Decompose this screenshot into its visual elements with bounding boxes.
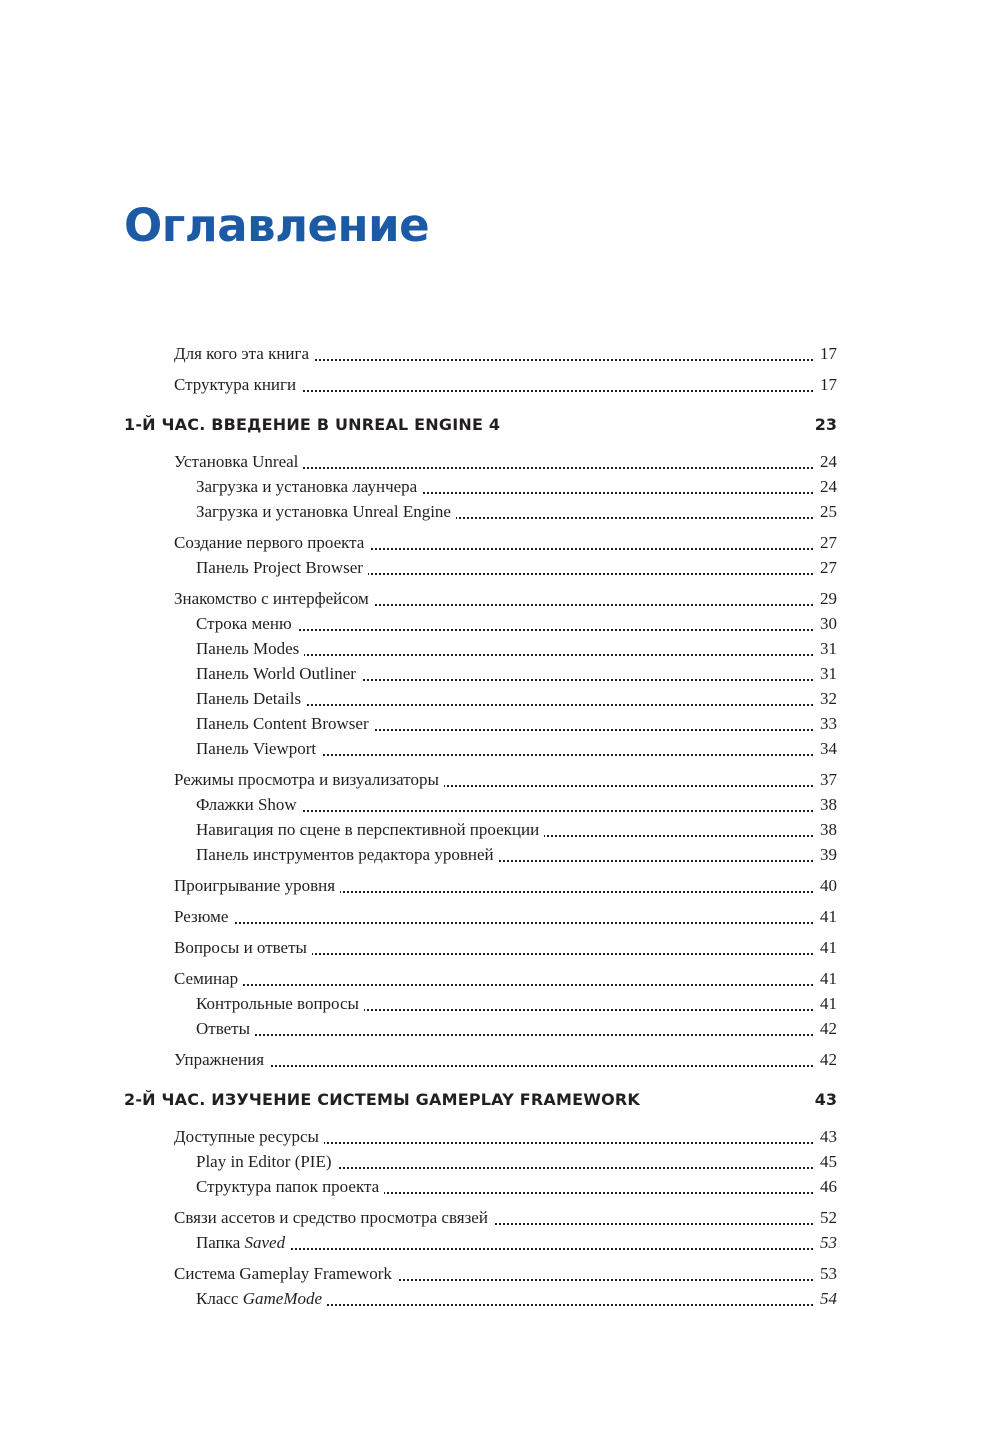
toc-subentry-label: Структура папок проекта [196,1173,384,1201]
toc-entry-page: 52 [815,1204,837,1232]
toc-entry-page: 41 [815,903,837,931]
toc-subentry-page: 39 [815,841,837,869]
toc-subentry[interactable] [0,660,986,685]
toc-subentry[interactable] [0,635,986,660]
label-prefix: Класс [196,1289,243,1308]
toc-subentry-page: 31 [815,635,837,663]
toc-entry-page: 41 [815,934,837,962]
toc-entry[interactable] [0,934,986,959]
toc-subentry[interactable] [0,610,986,635]
toc-subentry-page: 38 [815,791,837,819]
toc-entry-page: 17 [815,340,837,368]
toc-subentry-page: 27 [815,554,837,582]
chapter-page: 23 [814,415,837,434]
toc-entry[interactable] [0,1123,986,1148]
toc-subentry[interactable] [0,1173,986,1198]
toc-subentry[interactable] [0,735,986,760]
toc-entry[interactable] [0,1046,986,1071]
toc-entry[interactable] [0,529,986,554]
toc-entry-label: Проигрывание уровня [174,872,340,900]
toc-subentry-page: 45 [815,1148,837,1176]
toc-subentry-label [196,1285,327,1313]
toc-entry-label: Вопросы и ответы [174,934,312,962]
toc-entry-label: Доступные ресурсы [174,1123,324,1151]
toc-subentry-label: Ответы [196,1015,255,1043]
toc-subentry-label: Флажки Show [196,791,302,819]
toc-subentry[interactable] [0,710,986,735]
toc-subentry[interactable] [0,791,986,816]
toc-entry-page: 27 [815,529,837,557]
label-prefix: Папка [196,1233,245,1252]
toc-entry[interactable] [0,965,986,990]
toc-subentry[interactable] [0,554,986,579]
chapter-page: 43 [814,1090,837,1109]
toc-subentry-label: Play in Editor (PIE) [196,1148,337,1176]
toc-entry-page: 17 [815,371,837,399]
toc-subentry-page: 33 [815,710,837,738]
toc-subentry-page: 30 [815,610,837,638]
dot-leader [174,984,837,986]
dot-leader [174,1065,837,1067]
toc-subentry-label: Панель Project Browser [196,554,368,582]
toc-entry-label: Резюме [174,903,233,931]
toc-entry[interactable] [0,1260,986,1285]
toc-entry-label: Упражнения [174,1046,269,1074]
toc-entry[interactable] [0,585,986,610]
toc-entry-label: Семинар [174,965,243,993]
chapter-title: 2-Й ЧАС. ИЗУЧЕНИЕ СИСТЕМЫ GAMEPLAY FRAMEWORK [124,1090,641,1109]
toc-entry-label: Режимы просмотра и визуализаторы [174,766,444,794]
toc-subentry[interactable] [0,473,986,498]
toc-entry-label: Связи ассетов и средство просмотра связей [174,1204,493,1232]
label-emphasis: Saved [244,1233,286,1252]
toc-subentry-label: Навигация по сцене в перспективной проекции [196,816,544,844]
toc-subentry-page: 31 [815,660,837,688]
toc-subentry-label: Панель Content Browser [196,710,374,738]
chapter-title: 1-Й ЧАС. ВВЕДЕНИЕ В UNREAL ENGINE 4 [124,415,501,434]
toc-entry-page: 42 [815,1046,837,1074]
toc-entry[interactable] [0,340,986,365]
toc-subentry-label: Загрузка и установка лаунчера [196,473,422,501]
toc-subentry[interactable] [0,841,986,866]
toc-subentry[interactable] [0,816,986,841]
toc-subentry[interactable] [0,1148,986,1173]
toc-entry-page: 24 [815,448,837,476]
toc-entry-label: Структура книги [174,371,301,399]
toc-entry[interactable] [0,766,986,791]
toc-entry[interactable] [0,1204,986,1229]
toc-entry[interactable] [0,371,986,396]
toc-entry-label: Система Gameplay Framework [174,1260,397,1288]
table-of-contents [0,340,986,1310]
toc-subentry-page: 54 [815,1285,837,1313]
toc-entry[interactable] [0,903,986,928]
toc-entry-page: 53 [815,1260,837,1288]
toc-subentry-page: 32 [815,685,837,713]
toc-subentry-page: 25 [815,498,837,526]
toc-subentry-label: Загрузка и установка Unreal Engine [196,498,456,526]
toc-subentry-page: 41 [815,990,837,1018]
page-title: Оглавление [124,199,430,252]
toc-entry-page: 41 [815,965,837,993]
toc-subentry-label: Панель World Outliner [196,660,361,688]
toc-subentry[interactable] [0,498,986,523]
toc-entry-label: Создание первого проекта [174,529,369,557]
toc-subentry-page: 46 [815,1173,837,1201]
toc-entry-label: Установка Unreal [174,448,303,476]
toc-subentry-page: 34 [815,735,837,763]
toc-subentry-label [196,1229,290,1257]
toc-subentry[interactable] [0,1285,986,1310]
toc-subentry-page: 42 [815,1015,837,1043]
toc-entry-label: Знакомство с интерфейсом [174,585,374,613]
toc-entry-page: 37 [815,766,837,794]
dot-leader [196,1248,837,1250]
toc-subentry-page: 24 [815,473,837,501]
toc-subentry-label: Панель Modes [196,635,304,663]
toc-subentry-label: Панель Details [196,685,306,713]
toc-subentry[interactable] [0,1015,986,1040]
toc-subentry-label: Контрольные вопросы [196,990,364,1018]
toc-subentry[interactable] [0,685,986,710]
toc-entry-page: 43 [815,1123,837,1151]
toc-entry-label: Для кого эта книга [174,340,314,368]
dot-leader [196,1034,837,1036]
toc-subentry-page: 38 [815,816,837,844]
toc-entry[interactable] [0,448,986,473]
chapter-heading[interactable] [0,411,986,436]
toc-entry-page: 29 [815,585,837,613]
dot-leader [174,922,837,924]
toc-entry-page: 40 [815,872,837,900]
toc-subentry-label: Панель инструментов редактора уровней [196,841,499,869]
toc-subentry-label: Строка меню [196,610,297,638]
chapter-heading[interactable] [0,1086,986,1111]
toc-subentry-page: 53 [815,1229,837,1257]
toc-subentry[interactable] [0,990,986,1015]
toc-subentry-label: Панель Viewport [196,735,321,763]
toc-subentry[interactable] [0,1229,986,1254]
toc-entry[interactable] [0,872,986,897]
label-emphasis: GameMode [242,1289,323,1308]
